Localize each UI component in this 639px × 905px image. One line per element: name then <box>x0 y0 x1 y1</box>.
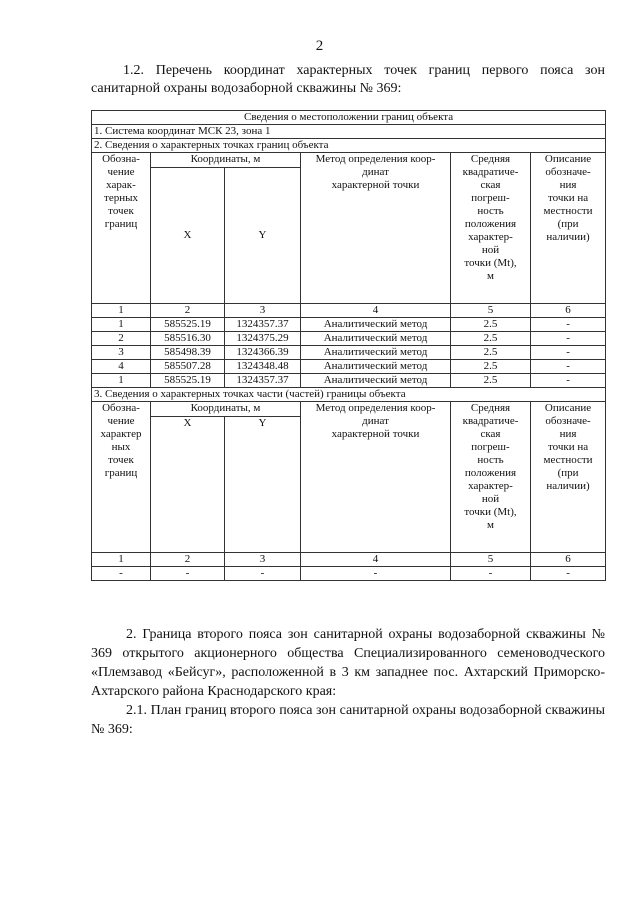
header-point: Обозна- чение характер ных точек границ <box>92 402 151 553</box>
empty-cell: - <box>301 567 451 581</box>
paragraph-second-zone: 2. Граница второго пояса зон санитарной охраны водозаборной скважины № 369 открытого акционерного общества Специализированного семеноводческого «Племзавод «Бейсуг», расположенной в 3 км западнее пос. Ахтарский Приморско-Ахтарского района Краснодарского края: <box>91 627 605 699</box>
header-error: Средняя квадратиче- ская погреш- ность положения характер- ной точки (Mt), м <box>451 402 531 553</box>
method: Аналитический метод <box>301 346 451 360</box>
col-number: 5 <box>451 553 531 567</box>
header-method: Метод определения коор- динат характерной точки <box>301 402 451 553</box>
col-number: 1 <box>92 304 151 318</box>
section-row <box>92 125 606 139</box>
section-row <box>92 139 606 153</box>
col-number: 4 <box>301 553 451 567</box>
error: 2.5 <box>451 318 531 332</box>
x-value: 585525.19 <box>151 318 225 332</box>
description: - <box>531 360 606 374</box>
col-number: 5 <box>451 304 531 318</box>
empty-cell: - <box>531 567 606 581</box>
col-number: 6 <box>531 553 606 567</box>
y-value: 1324375.29 <box>225 332 301 346</box>
boundary-points-section: 2. Сведения о характерных точках границ объекта <box>92 139 606 153</box>
empty-cell: - <box>225 567 301 581</box>
method: Аналитический метод <box>301 374 451 388</box>
header-coords: Координаты, м <box>151 153 301 168</box>
x-value: 585516.30 <box>151 332 225 346</box>
col-number: 3 <box>225 304 301 318</box>
header-description: Описание обозначе- ния точки на местности (при наличии) <box>531 402 606 553</box>
error: 2.5 <box>451 332 531 346</box>
error: 2.5 <box>451 374 531 388</box>
x-value: 585498.39 <box>151 346 225 360</box>
method: Аналитический метод <box>301 360 451 374</box>
table-row <box>92 567 606 581</box>
table-row <box>92 374 606 388</box>
description: - <box>531 346 606 360</box>
error: 2.5 <box>451 360 531 374</box>
x-value: 585507.28 <box>151 360 225 374</box>
col-number: 2 <box>151 304 225 318</box>
page-number: 2 <box>315 38 324 54</box>
description: - <box>531 374 606 388</box>
point-number: 1 <box>92 374 151 388</box>
col-number: 1 <box>92 553 151 567</box>
empty-cell: - <box>151 567 225 581</box>
header-x: X <box>151 417 225 553</box>
col-number: 3 <box>225 553 301 567</box>
y-value: 1324357.37 <box>225 318 301 332</box>
y-value: 1324348.48 <box>225 360 301 374</box>
point-number: 2 <box>92 332 151 346</box>
point-number: 4 <box>92 360 151 374</box>
description: - <box>531 332 606 346</box>
column-numbers-row <box>92 304 606 318</box>
header-y: Y <box>225 417 301 553</box>
method: Аналитический метод <box>301 318 451 332</box>
table-row <box>92 318 606 332</box>
col-number: 6 <box>531 304 606 318</box>
header-coords: Координаты, м <box>151 402 301 417</box>
header-point: Обозна- чение харак- терных точек границ <box>92 153 151 304</box>
header-description: Описание обозначе- ния точки на местности (при наличии) <box>531 153 606 304</box>
error: 2.5 <box>451 346 531 360</box>
col-number: 4 <box>301 304 451 318</box>
header-row-coords <box>92 402 606 417</box>
col-number: 2 <box>151 553 225 567</box>
header-method: Метод определения коор- динат характерной точки <box>301 153 451 304</box>
coordinate-system: 1. Система координат МСК 23, зона 1 <box>92 125 606 139</box>
table-title: Сведения о местоположении границ объекта <box>92 111 606 125</box>
header-row-coords <box>92 153 606 168</box>
description: - <box>531 318 606 332</box>
method: Аналитический метод <box>301 332 451 346</box>
x-value: 585525.19 <box>151 374 225 388</box>
paragraph-plan: 2.1. План границ второго пояса зон санитарной охраны водозаборной скважины № 369: <box>91 703 605 737</box>
section-heading: 1.2. Перечень координат характерных точек границ первого пояса зон санитарной охраны водозаборной скважины № 369: <box>91 63 605 96</box>
part-boundary-section: 3. Сведения о характерных точках части (частей) границы объекта <box>92 388 606 402</box>
header-x: X <box>151 168 225 304</box>
table-row <box>92 346 606 360</box>
point-number: 1 <box>92 318 151 332</box>
table-title-row <box>92 111 606 125</box>
section-row <box>92 388 606 402</box>
y-value: 1324366.39 <box>225 346 301 360</box>
table-row <box>92 332 606 346</box>
header-y: Y <box>225 168 301 304</box>
coordinates-table <box>91 110 606 581</box>
header-error: Средняя квадратиче- ская погреш- ность положения характер- ной точки (Mt), м <box>451 153 531 304</box>
point-number: 3 <box>92 346 151 360</box>
empty-cell: - <box>451 567 531 581</box>
empty-cell: - <box>92 567 151 581</box>
table-row <box>92 360 606 374</box>
column-numbers-row <box>92 553 606 567</box>
y-value: 1324357.37 <box>225 374 301 388</box>
